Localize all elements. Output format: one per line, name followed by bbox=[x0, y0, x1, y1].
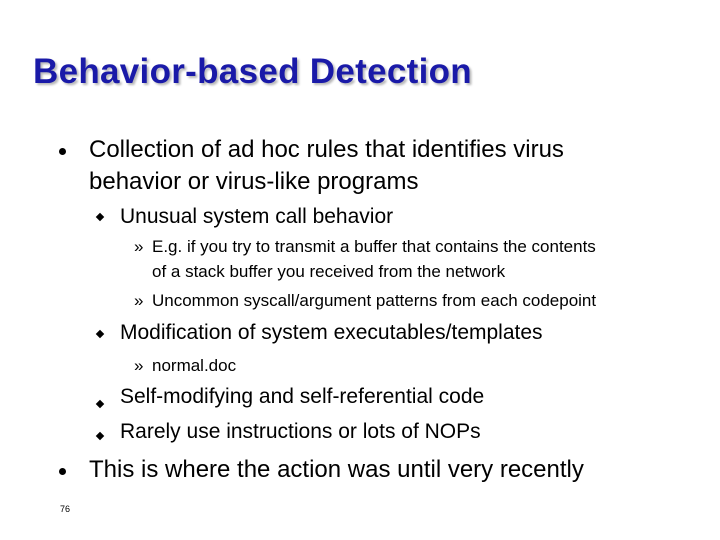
bullet-dot-icon bbox=[59, 148, 66, 155]
bullet-raquo-icon: » bbox=[134, 291, 144, 310]
bullet-dot-icon bbox=[59, 468, 66, 475]
bullet-raquo-icon: » bbox=[134, 356, 144, 375]
bullet-eg-line2: of a stack buffer you received from the network bbox=[152, 262, 506, 281]
bullet-modification: Modification of system executables/templates bbox=[120, 321, 543, 344]
bullet-raquo-icon: » bbox=[134, 237, 144, 256]
bullet-eg-line1: E.g. if you try to transmit a buffer that contains the contents bbox=[152, 237, 596, 256]
bullet-syscall: Unusual system call behavior bbox=[120, 205, 394, 228]
bullet-diamond-icon bbox=[96, 330, 104, 338]
bullet-diamond-icon bbox=[96, 400, 104, 408]
bullet-rarely: Rarely use instructions or lots of NOPs bbox=[120, 420, 481, 443]
bullet-action: This is where the action was until very recently bbox=[89, 456, 584, 483]
bullet-selfmod: Self-modifying and self-referential code bbox=[120, 385, 485, 408]
slide-title: Behavior-based Detection bbox=[33, 52, 472, 91]
bullet-normaldoc: normal.doc bbox=[152, 356, 237, 375]
page-number: 76 bbox=[60, 504, 71, 514]
bullet-diamond-icon bbox=[96, 432, 104, 440]
bullet-uncommon: Uncommon syscall/argument patterns from each codepoint bbox=[152, 291, 597, 310]
bullet-collection-line1: Collection of ad hoc rules that identifies virus bbox=[89, 136, 564, 163]
bullet-collection-line2: behavior or virus-like programs bbox=[89, 168, 419, 195]
bullet-diamond-icon bbox=[96, 213, 104, 221]
